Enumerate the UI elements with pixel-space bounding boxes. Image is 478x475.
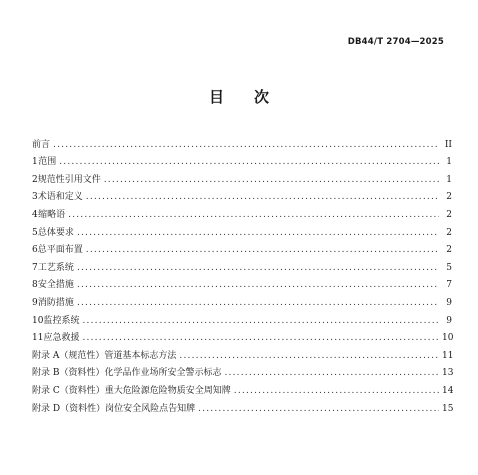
toc-leader-dots: [82, 332, 439, 344]
toc-entry-label: 应急救援: [43, 333, 80, 344]
toc-entry-label: 总平面布置: [37, 245, 83, 256]
toc-entry-label: 管道基本标志方法: [104, 350, 177, 361]
toc-leader-dots: [77, 227, 439, 239]
toc-entry-label: 安全措施: [37, 280, 74, 291]
toc-entry-page: 2: [446, 227, 452, 238]
toc-entry-number: 1: [32, 157, 38, 168]
toc-entry-page: 2: [446, 245, 452, 256]
toc-leader-dots: [234, 385, 439, 397]
toc-entry-number: 11: [32, 333, 44, 344]
toc-entry-4[interactable]: [32, 203, 452, 221]
toc-entry-label: 重大危险源危险物质安全周知牌: [104, 385, 231, 396]
toc-title-char-1: 目: [208, 88, 224, 106]
toc-entry-page: 1: [446, 174, 452, 185]
toc-entry-label: 总体要求: [37, 227, 74, 238]
toc-appendix-number: 附录 A（规范性）: [32, 350, 105, 361]
toc-leader-dots: [82, 315, 439, 327]
toc-entry-appendix-d[interactable]: [32, 397, 452, 415]
toc-entry-page: 9: [446, 315, 452, 326]
toc-entry-appendix-a[interactable]: [32, 344, 452, 362]
toc-entry-number: 5: [32, 227, 38, 238]
toc-entry-page: 2: [446, 209, 452, 220]
toc-leader-dots: [86, 244, 439, 256]
toc-entry-label: 消防措施: [37, 297, 74, 308]
toc-entry-page: 2: [446, 192, 452, 203]
toc-entry-page: 14: [442, 385, 454, 396]
toc-leader-dots: [86, 191, 439, 203]
toc-entry-label: 岗位安全风险点告知牌: [105, 403, 196, 414]
toc-leader-dots: [53, 139, 439, 151]
toc-entry-2[interactable]: [32, 168, 452, 186]
toc-title: [0, 86, 478, 107]
toc-entry-6[interactable]: [32, 239, 452, 257]
toc-leader-dots: [77, 262, 439, 274]
toc-entry-page: 5: [446, 262, 452, 273]
toc-entry-appendix-c[interactable]: [32, 379, 452, 397]
toc-entry-page: 7: [446, 280, 452, 291]
toc-entry-appendix-b[interactable]: [32, 362, 452, 380]
toc-title-char-2: 次: [254, 88, 270, 106]
toc-entry-number: 6: [32, 245, 38, 256]
toc-entry-number: 10: [32, 315, 44, 326]
toc-entry-page: 15: [442, 403, 454, 414]
toc-entry-number: 7: [32, 262, 38, 273]
toc-entry-11[interactable]: [32, 327, 452, 345]
toc-entry-page: 1: [446, 157, 452, 168]
toc-appendix-number: 附录 D（资料性）: [32, 403, 106, 414]
toc-entry-number: 9: [32, 297, 38, 308]
toc-entry-label: 化学品作业场所安全警示标志: [104, 368, 222, 379]
toc-entry-7[interactable]: [32, 256, 452, 274]
toc-entry-page: 11: [442, 350, 454, 361]
toc-entry-label: 规范性引用文件: [37, 174, 101, 185]
toc-entry-page: 13: [442, 368, 454, 379]
toc-entry-number: 4: [32, 209, 38, 220]
toc-entry-number: 8: [32, 280, 38, 291]
toc-entry-5[interactable]: [32, 221, 452, 239]
toc-entry-3[interactable]: [32, 186, 452, 204]
toc-appendix-number: 附录 B（资料性）: [32, 368, 105, 379]
toc-entry-label: 术语和定义: [37, 192, 83, 203]
toc-leader-dots: [77, 297, 439, 309]
toc-entry-page: 10: [442, 333, 454, 344]
toc-entry-label: 工艺系统: [37, 262, 74, 273]
toc-leader-dots: [68, 209, 439, 221]
toc-leader-dots: [77, 279, 439, 291]
toc-entry-label: 前言: [32, 139, 51, 150]
toc-entry-number: 3: [32, 192, 38, 203]
toc-appendix-number: 附录 C（资料性）: [32, 385, 105, 396]
toc-leader-dots: [59, 156, 439, 168]
document-code: DB44/T 2704—2025: [347, 37, 444, 47]
toc-entry-10[interactable]: [32, 309, 452, 327]
toc-entry-page: 9: [446, 297, 452, 308]
toc-entry-foreword[interactable]: [32, 133, 452, 151]
toc-leader-dots: [104, 174, 439, 186]
toc-entry-label: 缩略语: [38, 209, 66, 220]
toc-leader-dots: [225, 367, 440, 379]
toc-entry-label: 监控系统: [43, 315, 80, 326]
table-of-contents: [32, 133, 452, 415]
toc-leader-dots: [198, 403, 439, 415]
toc-entry-label: 范围: [38, 157, 57, 168]
toc-entry-1[interactable]: [32, 151, 452, 169]
toc-entry-page: II: [444, 139, 452, 150]
toc-entry-8[interactable]: [32, 274, 452, 292]
toc-entry-number: 2: [32, 174, 38, 185]
toc-leader-dots: [179, 350, 439, 362]
toc-entry-9[interactable]: [32, 291, 452, 309]
